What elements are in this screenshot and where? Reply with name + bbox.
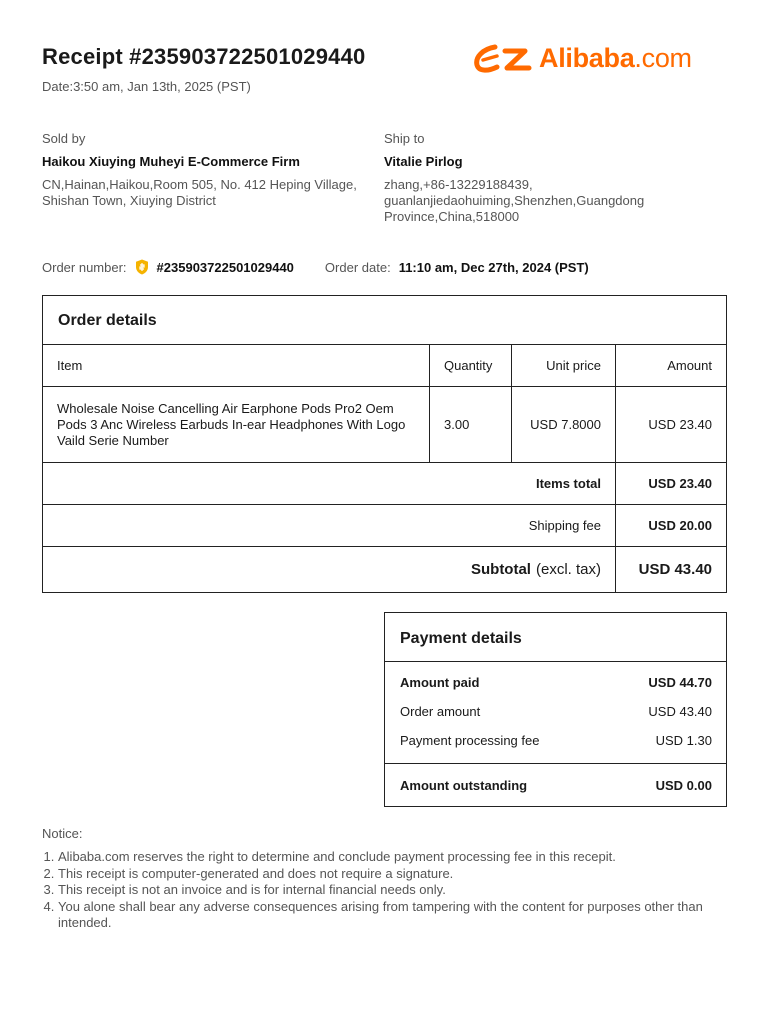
- payment-details-heading: Payment details: [385, 613, 726, 662]
- order-info: [42, 259, 589, 275]
- amount-outstanding-label: Amount outstanding: [400, 777, 528, 793]
- receipt-title: Receipt #235903722501029440: [42, 44, 366, 69]
- sold-by-label: Sold by: [42, 131, 86, 146]
- item-name: Wholesale Noise Cancelling Air Earphone Pods Pro2 Oem Pods 3 Anc Wireless Earbuds In-ear Headphones With Logo Vaild Serie Number: [43, 387, 430, 462]
- column-header-item: Item: [43, 345, 430, 386]
- order-amount-label: Order amount: [400, 704, 481, 719]
- order-amount-row: [400, 697, 712, 726]
- table-row: [43, 387, 726, 463]
- ship-to-label: Ship to: [384, 131, 425, 146]
- shipping-fee-row: [43, 505, 726, 547]
- order-details-table: [42, 295, 727, 593]
- alibaba-logo-text: Alibaba.com: [539, 42, 692, 73]
- notice-item: 2. This receipt is computer-generated and does not require a signature.: [58, 866, 722, 883]
- notice-section: [42, 826, 722, 932]
- amount-outstanding-row: [385, 764, 726, 806]
- column-header-unit-price: Unit price: [512, 345, 616, 386]
- notice-label: Notice:: [42, 826, 83, 841]
- seller-address: CN,Hainan,Haikou,Room 505, No. 412 Heping Village, Shishan Town, Xiuying District: [42, 177, 357, 208]
- shipping-fee-label: Shipping fee: [43, 505, 616, 546]
- order-number-label: Order number:: [42, 259, 127, 275]
- shipping-fee-value: USD 20.00: [648, 518, 712, 533]
- recipient-name: Vitalie Pirlog: [384, 154, 463, 169]
- payment-details-box: [384, 612, 727, 807]
- notice-item: 1. Alibaba.com reserves the right to determine and conclude payment processing fee in this recepit.: [58, 849, 722, 866]
- item-amount: USD 23.40: [648, 417, 712, 432]
- subtotal-label-cell: [43, 547, 616, 592]
- processing-fee-value: USD 1.30: [655, 733, 712, 748]
- subtotal-note: (excl. tax): [535, 561, 601, 578]
- shield-icon: [135, 259, 149, 275]
- payment-details-body: [385, 662, 726, 764]
- items-total-label: Items total: [43, 463, 616, 504]
- table-header-row: [43, 345, 726, 387]
- subtotal-label: Subtotal: [470, 561, 531, 578]
- notice-item: 3. This receipt is not an invoice and is for internal financial needs only.: [58, 882, 722, 899]
- subtotal-value: USD 43.40: [638, 561, 712, 578]
- receipt-date: Date:3:50 am, Jan 13th, 2025 (PST): [42, 79, 251, 94]
- item-quantity: 3.00: [430, 387, 512, 462]
- order-date: 11:10 am, Dec 27th, 2024 (PST): [398, 259, 589, 275]
- seller-name: Haikou Xiuying Muheyi E-Commerce Firm: [42, 154, 300, 169]
- notice-item: 4. You alone shall bear any adverse consequences arising from tampering with the content for purposes other than intended.: [58, 899, 722, 932]
- order-details-heading: Order details: [43, 296, 726, 345]
- amount-paid-label: Amount paid: [400, 675, 480, 690]
- processing-fee-label: Payment processing fee: [400, 733, 540, 748]
- sold-by-section: [42, 131, 387, 209]
- amount-paid-row: [400, 668, 712, 697]
- column-header-quantity: Quantity: [430, 345, 512, 386]
- alibaba-logo-icon: [473, 41, 537, 75]
- notice-list: [42, 849, 722, 932]
- order-date-label: Order date:: [324, 259, 391, 275]
- processing-fee-row: [400, 726, 712, 755]
- item-unit-price: USD 7.8000: [512, 387, 616, 462]
- amount-outstanding-value: USD 0.00: [655, 777, 712, 793]
- order-amount-value: USD 43.40: [648, 704, 712, 719]
- recipient-address: zhang,+86-13229188439, guanlanjiedaohuiming,Shenzhen,Guangdong Province,China,518000: [384, 177, 645, 224]
- amount-paid-value: USD 44.70: [648, 675, 712, 690]
- items-total-row: [43, 463, 726, 505]
- order-number: #235903722501029440: [156, 259, 294, 275]
- alibaba-logo: [473, 38, 729, 78]
- column-header-amount: Amount: [667, 358, 712, 373]
- subtotal-row: [43, 547, 726, 592]
- ship-to-section: [384, 131, 684, 225]
- items-total-value: USD 23.40: [648, 476, 712, 491]
